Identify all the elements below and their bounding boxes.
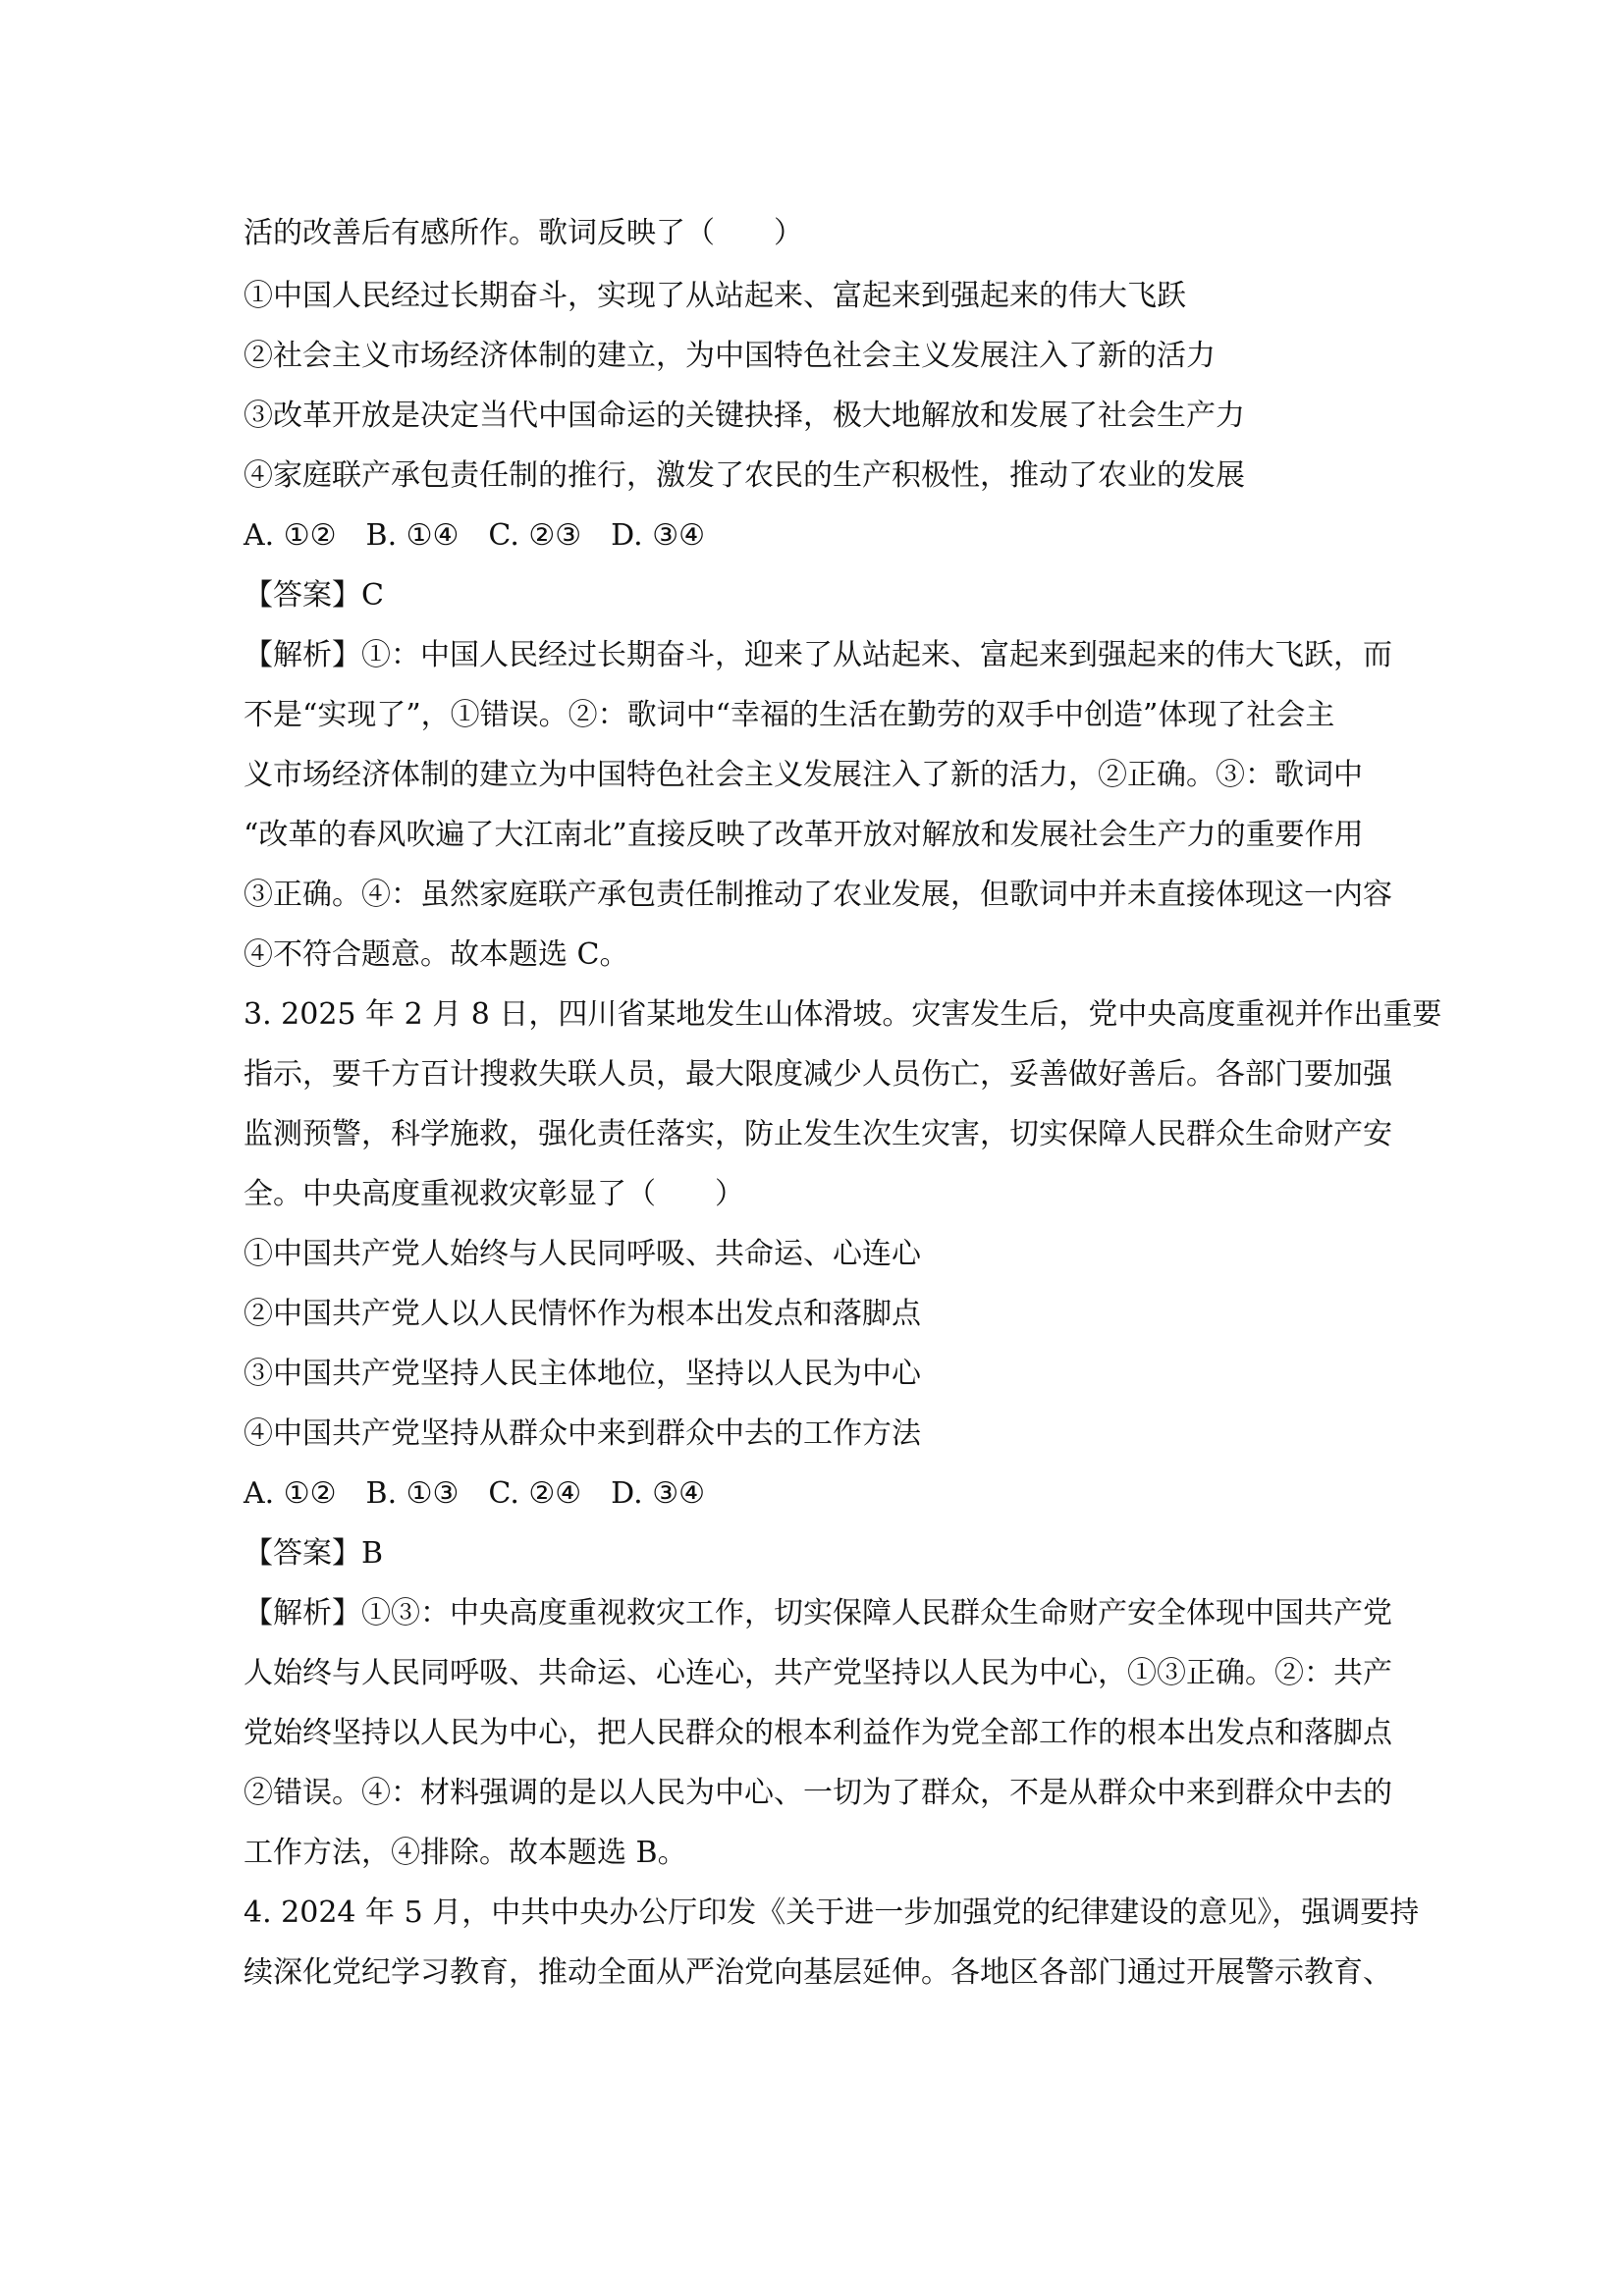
option-line: ④中国共产党坚持从群众中来到群众中去的工作方法	[244, 1416, 921, 1451]
analysis-line: 【解析】①③：中央高度重视救灾工作，切实保障人民群众生命财产安全体现中国共产党	[244, 1596, 1392, 1630]
analysis-line: 义市场经济体制的建立为中国特色社会主义发展注入了新的活力，②正确。③：歌词中	[244, 758, 1363, 792]
analysis-line: ②错误。④：材料强调的是以人民为中心、一切为了群众，不是从群众中来到群众中去的	[244, 1776, 1392, 1810]
option-line: ②社会主义市场经济体制的建立，为中国特色社会主义发展注入了新的活力	[244, 339, 1216, 373]
answer-line: 【答案】C	[244, 578, 384, 613]
choices-line: A. ①② B. ①③ C. ②④ D. ③④	[244, 1476, 706, 1511]
question-line: 4. 2024 年 5 月，中共中央办公厅印发《关于进一步加强党的纪律建设的意见》，强调要持	[244, 1896, 1420, 1930]
question-line: 续深化党纪学习教育，推动全面从严治党向基层延伸。各地区各部门通过开展警示教育、	[244, 1955, 1392, 1990]
analysis-line: 人始终与人民同呼吸、共命运、心连心，共产党坚持以人民为中心，①③正确。②：共产	[244, 1656, 1392, 1690]
analysis-line: 工作方法，④排除。故本题选 B。	[244, 1836, 687, 1870]
analysis-line: ④不符合题意。故本题选 C。	[244, 937, 629, 972]
option-line: ①中国共产党人始终与人民同呼吸、共命运、心连心	[244, 1237, 921, 1271]
option-line: ②中国共产党人以人民情怀作为根本出发点和落脚点	[244, 1297, 921, 1331]
answer-line: 【答案】B	[244, 1536, 384, 1571]
analysis-line: 党始终坚持以人民为中心，把人民群众的根本利益作为党全部工作的根本出发点和落脚点	[244, 1716, 1392, 1750]
analysis-line: 不是“实现了”，①错误。②：歌词中“幸福的生活在勤劳的双手中创造”体现了社会主	[244, 698, 1335, 732]
analysis-line: ③正确。④：虽然家庭联产承包责任制推动了农业发展，但歌词中并未直接体现这一内容	[244, 878, 1392, 912]
question-line: 监测预警，科学施救，强化责任落实，防止发生次生灾害，切实保障人民群众生命财产安	[244, 1117, 1392, 1151]
question-line: 指示，要千方百计搜救失联人员，最大限度减少人员伤亡，妥善做好善后。各部门要加强	[244, 1057, 1392, 1092]
question-line: 全。中央高度重视救灾彰显了（ ）	[244, 1177, 744, 1211]
option-line: ①中国人民经过长期奋斗，实现了从站起来、富起来到强起来的伟大飞跃	[244, 279, 1186, 313]
option-line: ③中国共产党坚持人民主体地位，坚持以人民为中心	[244, 1357, 921, 1391]
analysis-line: “改革的春风吹遍了大江南北”直接反映了改革开放对解放和发展社会生产力的重要作用	[244, 818, 1364, 852]
question-line: 3. 2025 年 2 月 8 日，四川省某地发生山体滑坡。灾害发生后，党中央高度重视并作出重要	[244, 997, 1442, 1032]
choices-line: A. ①② B. ①④ C. ②③ D. ③④	[244, 518, 706, 553]
analysis-line: 【解析】①：中国人民经过长期奋斗，迎来了从站起来、富起来到强起来的伟大飞跃，而	[244, 638, 1392, 672]
text-line: 活的改善后有感所作。歌词反映了（ ）	[244, 216, 803, 250]
option-line: ④家庭联产承包责任制的推行，激发了农民的生产积极性，推动了农业的发展	[244, 458, 1245, 493]
option-line: ③改革开放是决定当代中国命运的关键抉择，极大地解放和发展了社会生产力	[244, 399, 1245, 433]
